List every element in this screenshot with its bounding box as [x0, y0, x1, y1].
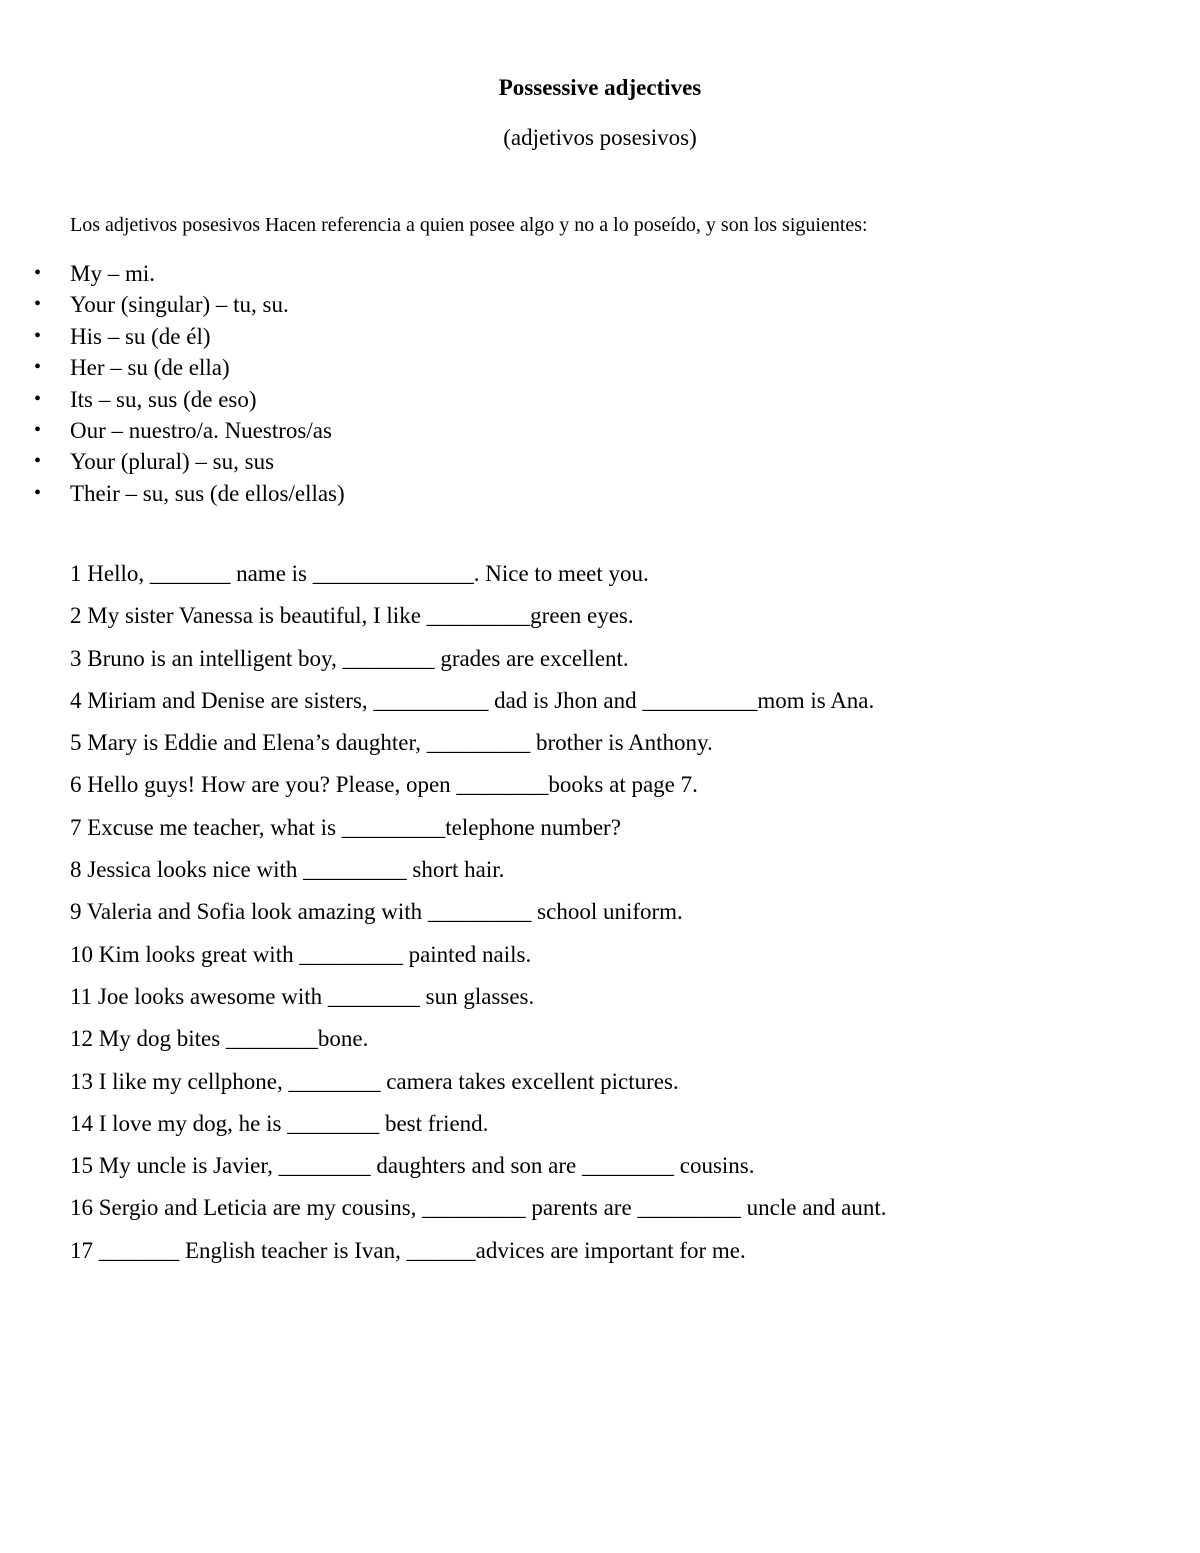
bullet-icon: •: [34, 356, 42, 379]
list-item: [0, 478, 345, 509]
bullet-icon: •: [34, 419, 42, 442]
list-item-text: My – mi.: [70, 261, 155, 286]
possessive-list: [0, 258, 345, 509]
bullet-icon: •: [34, 387, 42, 410]
bullet-icon: •: [34, 450, 42, 473]
exercise-item: 7 Excuse me teacher, what is _________telephone number?: [70, 814, 621, 840]
exercise-item: 10 Kim looks great with _________ painted nails.: [70, 941, 532, 967]
bullet-icon: •: [34, 293, 42, 316]
exercise-item: 16 Sergio and Leticia are my cousins, _________ parents are _________ uncle and aunt.: [70, 1195, 887, 1221]
list-item: [0, 289, 345, 320]
exercise-item: 2 My sister Vanessa is beautiful, I like _________green eyes.: [70, 603, 634, 629]
exercise-item: 12 My dog bites ________bone.: [70, 1026, 369, 1052]
page-subtitle: (adjetivos posesivos): [503, 125, 697, 150]
list-item-text: Your (plural) – su, sus: [70, 449, 275, 475]
list-item-text: Your (singular) – tu, su.: [70, 292, 289, 318]
exercise-item: 14 I love my dog, he is ________ best friend.: [70, 1110, 489, 1136]
list-item: [0, 446, 345, 477]
list-item: [0, 384, 345, 415]
list-item-text: Our – nuestro/a. Nuestros/as: [70, 418, 332, 444]
bullet-icon: •: [34, 324, 42, 347]
list-item: [0, 352, 345, 383]
exercise-item: 11 Joe looks awesome with ________ sun glasses.: [70, 983, 535, 1009]
exercise-item: 8 Jessica looks nice with _________ short hair.: [70, 857, 505, 883]
page-title: Possessive adjectives: [498, 75, 702, 100]
bullet-icon: •: [34, 262, 42, 284]
exercise-item: 13 I like my cellphone, ________ camera takes excellent pictures.: [70, 1068, 679, 1094]
list-item-text: Its – su, sus (de eso): [70, 386, 257, 412]
exercise-item: 17 _______ English teacher is Ivan, ______advices are important for me.: [70, 1237, 746, 1263]
exercise-item: 1 Hello, _______ name is ______________. Nice to meet you.: [70, 561, 649, 586]
exercise-item: 6 Hello guys! How are you? Please, open ________books at page 7.: [70, 772, 698, 798]
list-item-text: His – su (de él): [70, 323, 211, 349]
exercise-item: 4 Miriam and Denise are sisters, __________ dad is Jhon and __________mom is Ana.: [70, 687, 875, 713]
exercise-item: 9 Valeria and Sofia look amazing with _________ school uniform.: [70, 899, 683, 925]
list-item: [0, 415, 345, 446]
bullet-icon: •: [34, 481, 42, 504]
exercise-item: 3 Bruno is an intelligent boy, ________ grades are excellent.: [70, 645, 629, 671]
list-item-text: Their – su, sus (de ellos/ellas): [70, 480, 345, 506]
list-item: [0, 258, 345, 289]
exercise-item: 15 My uncle is Javier, ________ daughters and son are ________ cousins.: [70, 1153, 755, 1179]
exercise-list: [70, 553, 887, 1272]
list-item: [0, 321, 345, 352]
list-item-text: Her – su (de ella): [70, 355, 230, 381]
exercise-item: 5 Mary is Eddie and Elena’s daughter, _________ brother is Anthony.: [70, 730, 713, 756]
intro-paragraph: Los adjetivos posesivos Hacen referencia a quien posee algo y no a lo poseído, y son los siguientes:: [70, 214, 868, 236]
